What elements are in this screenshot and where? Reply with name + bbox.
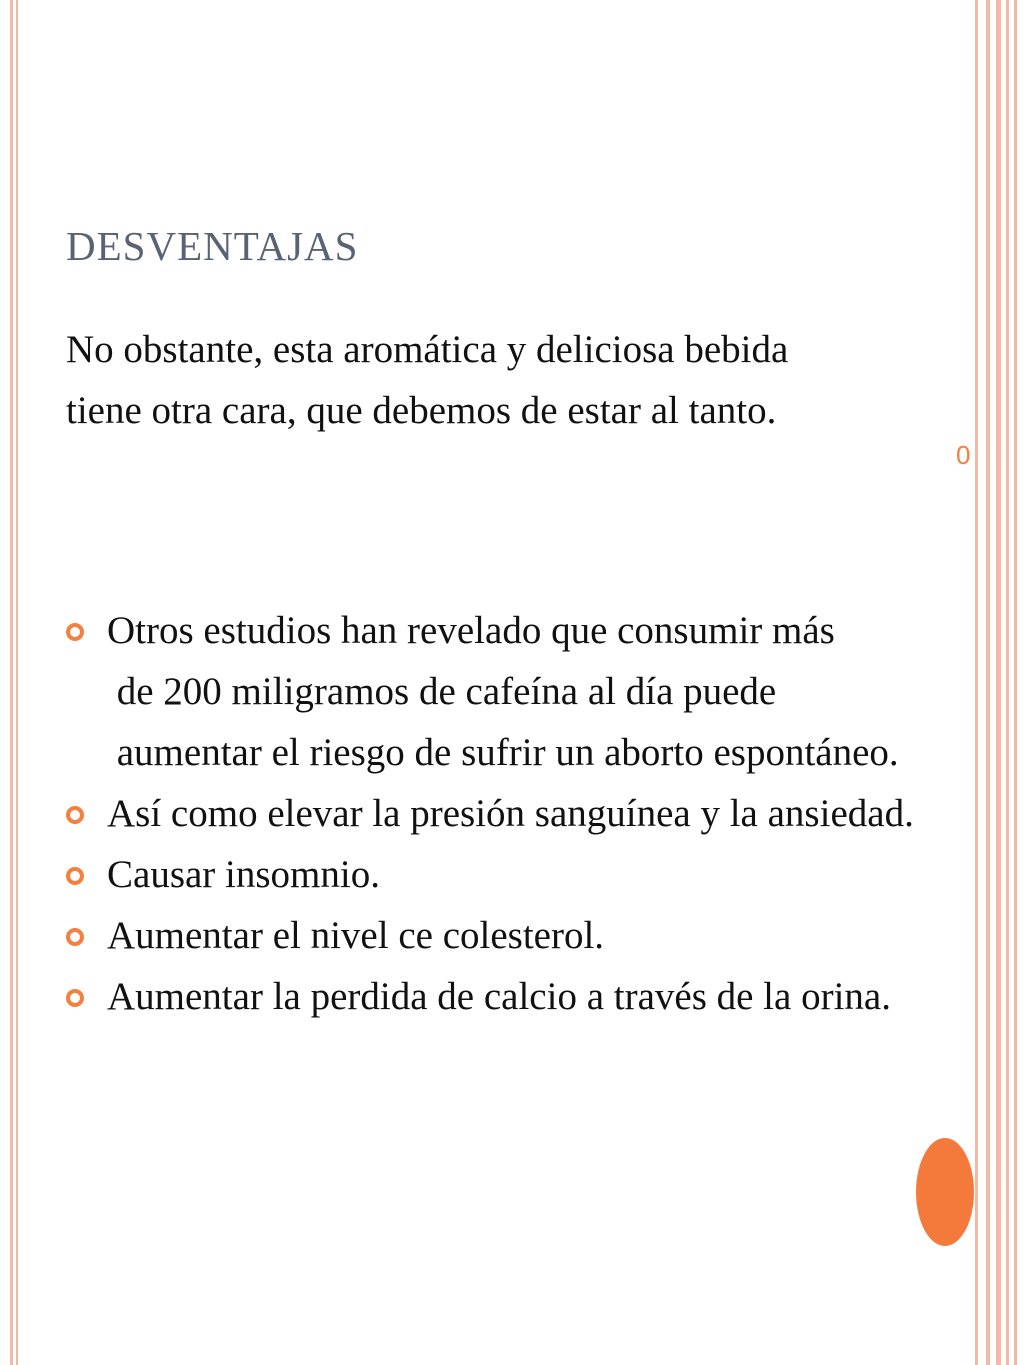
circle-bullet-icon xyxy=(66,806,84,824)
bullet-continuation: aumentar el riesgo de sufrir un aborto espontáneo. xyxy=(107,731,899,774)
slide-title: DESVENTAJAS xyxy=(66,223,359,269)
list-item xyxy=(66,972,926,1021)
bullet-text: Aumentar la perdida de calcio a través de la orina. xyxy=(107,975,891,1018)
bullet-text: Así como elevar la presión sanguínea y la ansiedad. xyxy=(107,792,914,835)
bullet-continuation: de 200 miligramos de cafeína al día puede xyxy=(107,670,777,713)
right-border-line xyxy=(975,0,978,1365)
list-item xyxy=(66,606,926,655)
intro-line: tiene otra cara, que debemos de estar al tanto. xyxy=(66,389,777,432)
left-border-line xyxy=(10,0,13,1365)
page-number: 0 xyxy=(956,440,971,470)
intro-text xyxy=(66,325,926,447)
bullet-text: Aumentar el nivel ce colesterol. xyxy=(107,914,605,957)
list-item xyxy=(66,911,926,960)
right-border-line xyxy=(1014,0,1017,1365)
bullet-text: Causar insomnio. xyxy=(107,853,380,896)
circle-bullet-icon xyxy=(66,623,84,641)
list-item xyxy=(66,850,926,899)
circle-bullet-icon xyxy=(66,867,84,885)
left-border-line xyxy=(16,0,18,1365)
right-border-line xyxy=(986,0,990,1365)
decorative-oval xyxy=(916,1138,974,1246)
circle-bullet-icon xyxy=(66,928,84,946)
intro-line: No obstante, esta aromática y deliciosa bebida xyxy=(66,328,789,371)
right-border-line xyxy=(1006,0,1009,1365)
bullet-text: Otros estudios han revelado que consumir más xyxy=(107,609,835,652)
list-item xyxy=(66,789,926,838)
circle-bullet-icon xyxy=(66,989,84,1007)
bullet-list xyxy=(66,606,926,1033)
right-border-line xyxy=(996,0,1001,1365)
